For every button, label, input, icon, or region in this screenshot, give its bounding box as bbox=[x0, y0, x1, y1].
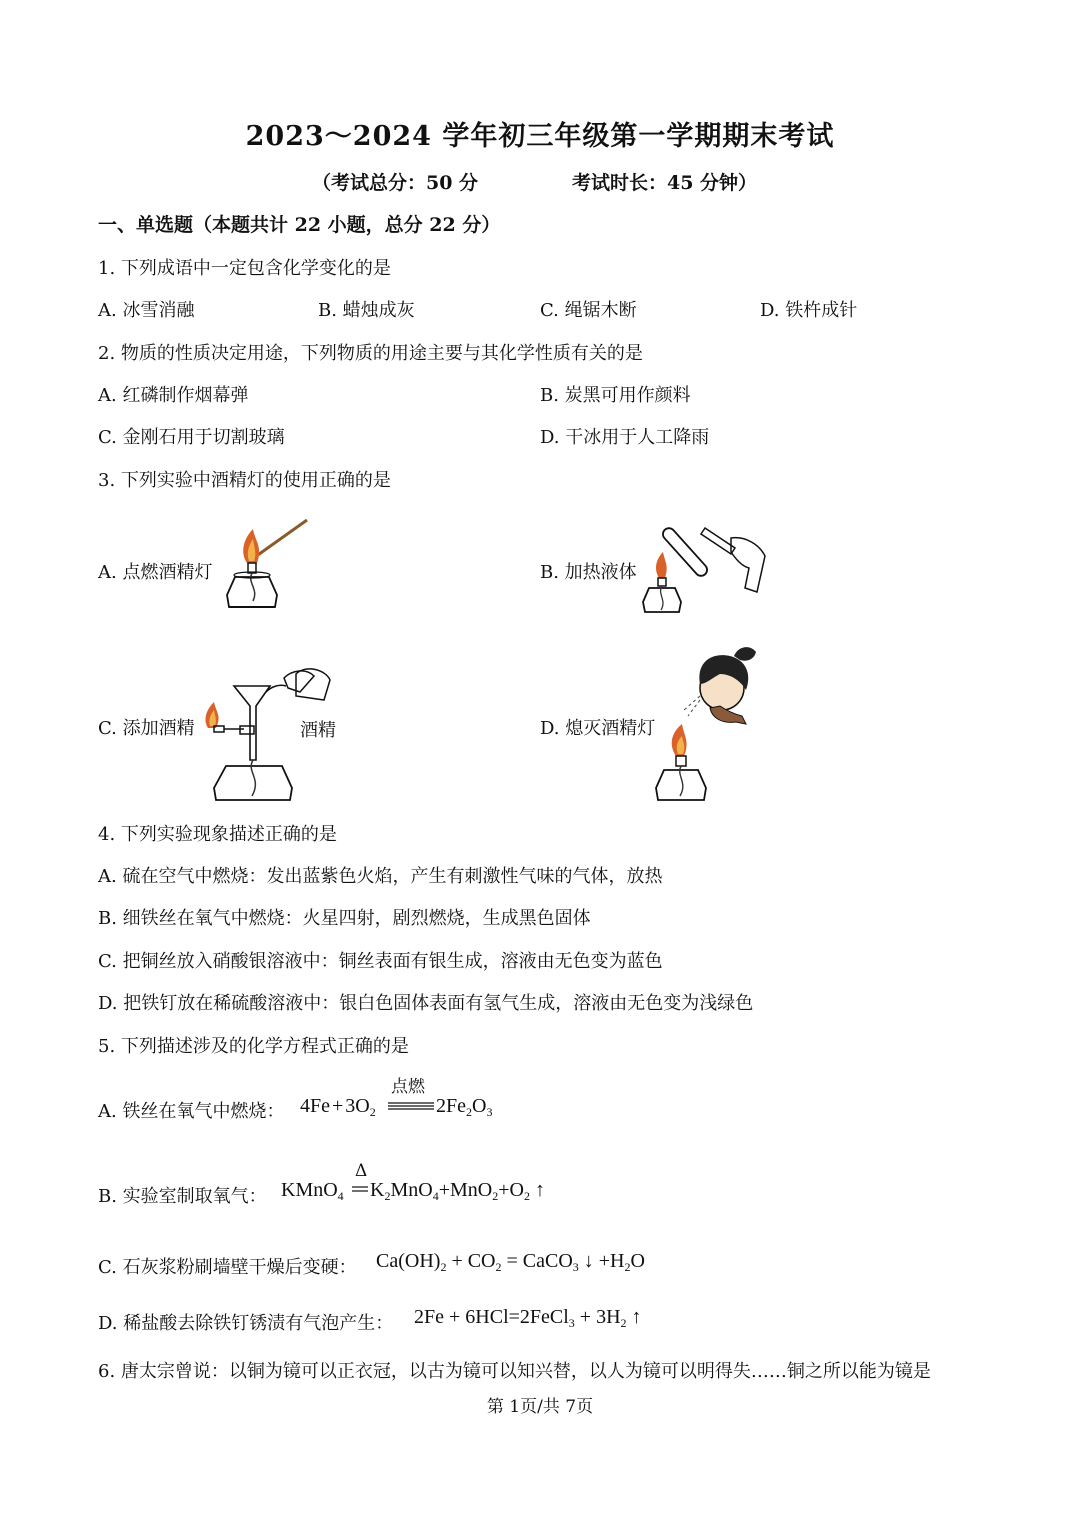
q2-option-d[interactable]: D. 干冰用于人工降雨 bbox=[540, 427, 710, 448]
q5a-equation-right: $2Fe_2O_3$ bbox=[436, 1095, 493, 1119]
q1-option-d[interactable]: D. 铁杵成针 bbox=[760, 300, 858, 321]
q5a-condition: 点燃 bbox=[391, 1077, 425, 1097]
q5-option-d[interactable]: D. 稀盐酸去除铁钉锈渍有气泡产生： bbox=[98, 1313, 394, 1334]
q5-option-c[interactable]: C. 石灰浆粉刷墙壁干燥后变硬： bbox=[98, 1257, 357, 1278]
q2-option-c[interactable]: C. 金刚石用于切割玻璃 bbox=[98, 427, 285, 448]
q5d-equation: 2Fe + 6HCl=2FeCl$_3$ + $3H_2$ ↑ bbox=[414, 1306, 642, 1330]
q1-option-a[interactable]: A. 冰雪消融 bbox=[98, 300, 195, 321]
figure-blowing-lamp bbox=[650, 644, 765, 806]
question-2-stem: 2. 物质的性质决定用途，下列物质的用途主要与其化学性质有关的是 bbox=[98, 343, 643, 364]
alcohol-label: 酒精 bbox=[300, 720, 336, 741]
q5-option-a[interactable]: A. 铁丝在氧气中燃烧： bbox=[98, 1101, 285, 1122]
q5a-equation-left: $4Fe + 3O_2$ bbox=[300, 1095, 376, 1119]
question-6-stem: 6. 唐太宗曾说：以铜为镜可以正衣冠，以古为镜可以知兴替，以人为镜可以明得失……铜之所以能为镜是 bbox=[98, 1361, 931, 1382]
q4-option-a[interactable]: A. 硫在空气中燃烧：发出蓝紫色火焰，产生有刺激性气味的气体，放热 bbox=[98, 866, 663, 887]
q4-option-c[interactable]: C. 把铜丝放入硝酸银溶液中：铜丝表面有银生成，溶液由无色变为蓝色 bbox=[98, 951, 663, 972]
page-footer: 第 1页/共 7页 bbox=[486, 1397, 594, 1417]
q5-option-b[interactable]: B. 实验室制取氧气： bbox=[98, 1186, 267, 1207]
q1-option-b[interactable]: B. 蜡烛成灰 bbox=[318, 300, 415, 321]
section-title: 一、单选题（本题共计 22 小题，总分 22 分） bbox=[98, 214, 501, 236]
question-4-stem: 4. 下列实验现象描述正确的是 bbox=[98, 824, 337, 845]
q3-option-c[interactable]: C. 添加酒精 bbox=[98, 718, 195, 739]
exam-duration: 考试时长：45 分钟） bbox=[572, 172, 758, 194]
question-1-stem: 1. 下列成语中一定包含化学变化的是 bbox=[98, 258, 391, 279]
figure-lighting-lamp bbox=[215, 515, 315, 620]
figure-heating-liquid bbox=[635, 508, 775, 628]
q5b-equation-left: KMnO$_4$ bbox=[281, 1179, 344, 1203]
q4-option-d[interactable]: D. 把铁钉放在稀硫酸溶液中：银白色固体表面有氢气生成，溶液由无色变为浅绿色 bbox=[98, 993, 754, 1014]
q2-option-a[interactable]: A. 红磷制作烟幕弹 bbox=[98, 385, 249, 406]
q5c-equation: $Ca(OH)_2 + CO_2$ = CaCO$_3$ ↓ $+H_2O$ bbox=[376, 1250, 645, 1274]
q5a-equals-sign bbox=[388, 1101, 434, 1111]
total-score: （考试总分：50 分 bbox=[312, 172, 479, 194]
q3-option-b[interactable]: B. 加热液体 bbox=[540, 562, 637, 583]
question-5-stem: 5. 下列描述涉及的化学方程式正确的是 bbox=[98, 1036, 409, 1057]
q2-option-b[interactable]: B. 炭黑可用作颜料 bbox=[540, 385, 691, 406]
q1-option-c[interactable]: C. 绳锯木断 bbox=[540, 300, 637, 321]
q4-option-b[interactable]: B. 细铁丝在氧气中燃烧：火星四射，剧烈燃烧，生成黑色固体 bbox=[98, 908, 591, 929]
question-3-stem: 3. 下列实验中酒精灯的使用正确的是 bbox=[98, 470, 391, 491]
q3-option-a[interactable]: A. 点燃酒精灯 bbox=[98, 562, 213, 583]
q3-option-d[interactable]: D. 熄灭酒精灯 bbox=[540, 718, 656, 739]
q5b-equation-right: $K_2MnO_4+MnO_2+O_2$ ↑ bbox=[370, 1179, 545, 1203]
q5b-condition: Δ bbox=[355, 1161, 368, 1181]
q5b-equals-sign bbox=[352, 1185, 368, 1193]
page-title: 2023～2024 学年初三年级第一学期期末考试 bbox=[245, 121, 835, 152]
